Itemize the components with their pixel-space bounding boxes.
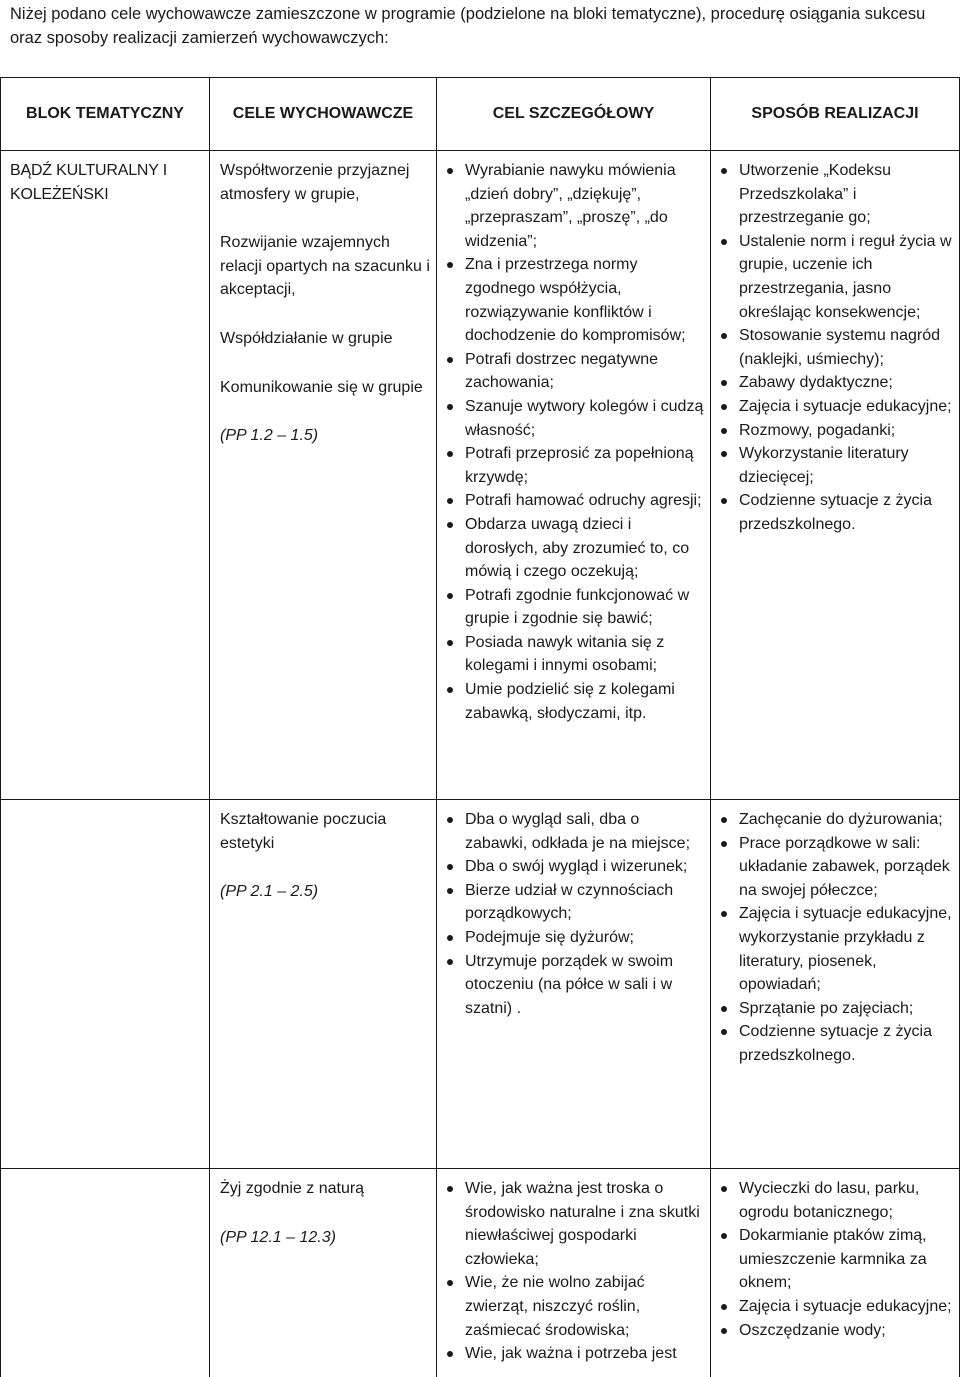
header-goals: CELE WYCHOWAWCZE (210, 78, 437, 151)
list-item: Utworzenie „Kodeksu Przedszkolaka” i przestrzeganie go; (711, 159, 953, 230)
bullet-icon (447, 1186, 453, 1192)
bullet-icon (721, 451, 727, 457)
list-item: Dba o swój wygląd i wizerunek; (437, 855, 704, 879)
bullet-icon (721, 911, 727, 917)
list-item: Prace porządkowe w sali: układanie zabawek, porządek na swojej półeczce; (711, 832, 953, 903)
list-item: Codzienne sytuacje z życia przedszkolnego. (711, 1020, 953, 1067)
list-item: Zajęcia i sytuacje edukacyjne, wykorzystanie przykładu z literatury, piosenek, opowiadań; (711, 902, 953, 996)
bullet-icon (721, 1304, 727, 1310)
details-cell (437, 800, 711, 1169)
bullet-icon (447, 168, 453, 174)
list-item: Bierze udział w czynnościach porządkowych; (437, 879, 704, 926)
list-item: Obdarza uwagą dzieci i dorosłych, aby zrozumieć to, co mówią i czego oczekują; (437, 513, 704, 584)
bullet-icon (721, 1186, 727, 1192)
bullet-icon (447, 687, 453, 693)
list-item: Wyrabianie nawyku mówienia „dzień dobry”, „dziękuję”, „przepraszam”, „proszę”, „do widzenia”; (437, 159, 704, 253)
bullet-icon (447, 1351, 453, 1357)
bullet-icon (447, 959, 453, 965)
list-item: Rozmowy, pogadanki; (711, 419, 953, 443)
list-item: Ustalenie norm i reguł życia w grupie, uczenie ich przestrzegania, jasno określając konsekwencje; (711, 230, 953, 324)
block-cell: BĄDŹ KULTURALNY I KOLEŻEŃSKI (1, 151, 210, 800)
list-item: Podejmuje się dyżurów; (437, 926, 704, 950)
bullet-icon (721, 498, 727, 504)
list-item: Utrzymuje porządek w swoim otoczeniu (na półce w sali i w szatni) . (437, 950, 704, 1021)
bullet-icon (721, 841, 727, 847)
goals-cell (210, 1169, 437, 1377)
header-ways: SPOSÓB REALIZACJI (711, 78, 960, 151)
list-item: Umie podzielić się z kolegami zabawką, słodyczami, itp. (437, 678, 704, 725)
goal-text: Współdziałanie w grupie (220, 327, 430, 351)
intro-text: Niżej podano cele wychowawcze zamieszczone w programie (podzielone na bloki tematyczne), procedurę osiągania sukcesu oraz sposoby realizacji zamierzeń wychowawczych: (10, 2, 955, 50)
curriculum-code: (PP 12.1 – 12.3) (220, 1226, 430, 1250)
list-item: Potrafi przeprosić za popełnioną krzywdę; (437, 442, 704, 489)
bullet-icon (721, 404, 727, 410)
list-item: Wie, że nie wolno zabijać zwierząt, niszczyć roślin, zaśmiecać środowiska; (437, 1271, 704, 1342)
list-item: Szanuje wytwory kolegów i cudzą własność; (437, 395, 704, 442)
bullet-icon (447, 522, 453, 528)
bullet-icon (447, 640, 453, 646)
list-item: Potrafi zgodnie funkcjonować w grupie i zgodnie się bawić; (437, 584, 704, 631)
table-row (1, 1169, 960, 1377)
goal-text: Rozwijanie wzajemnych relacji opartych na szacunku i akceptacji, (220, 231, 430, 302)
details-cell (437, 1169, 711, 1377)
goal-text: Komunikowanie się w grupie (220, 376, 430, 400)
bullet-icon (447, 864, 453, 870)
table-row (1, 800, 960, 1169)
list-item: Posiada nawyk witania się z kolegami i innymi osobami; (437, 631, 704, 678)
bullet-icon (447, 817, 453, 823)
ways-cell (711, 151, 960, 800)
list-item: Sprzątanie po zajęciach; (711, 997, 953, 1021)
ways-cell (711, 1169, 960, 1377)
list-item: Zna i przestrzega normy zgodnego współżycia, rozwiązywanie konfliktów i dochodzenie do kompromisów; (437, 253, 704, 347)
list-item: Dokarmianie ptaków zimą, umieszczenie karmnika za oknem; (711, 1224, 953, 1295)
bullet-icon (447, 262, 453, 268)
list-item: Dba o wygląd sali, dba o zabawki, odkłada je na miejsce; (437, 808, 704, 855)
bullet-icon (447, 451, 453, 457)
block-cell (1, 800, 210, 1169)
goal-text: Współtworzenie przyjaznej atmosfery w grupie, (220, 159, 430, 206)
goals-cell (210, 800, 437, 1169)
curriculum-code: (PP 1.2 – 1.5) (220, 424, 430, 448)
bullet-icon (721, 168, 727, 174)
goal-text: Żyj zgodnie z naturą (220, 1177, 430, 1201)
list-item: Codzienne sytuacje z życia przedszkolnego. (711, 489, 953, 536)
bullet-icon (447, 404, 453, 410)
list-item: Wie, jak ważna jest troska o środowisko naturalne i zna skutki niewłaściwej gospodarki człowieka; (437, 1177, 704, 1271)
list-item: Potrafi hamować odruchy agresji; (437, 489, 704, 513)
list-item: Stosowanie systemu nagród (naklejki, uśmiechy); (711, 324, 953, 371)
goals-cell (210, 151, 437, 800)
list-item: Zabawy dydaktyczne; (711, 371, 953, 395)
bullet-icon (447, 935, 453, 941)
list-item: Wie, jak ważna i potrzeba jest (437, 1342, 704, 1366)
header-block: BLOK TEMATYCZNY (1, 78, 210, 151)
list-item: Oszczędzanie wody; (711, 1319, 953, 1343)
bullet-icon (447, 593, 453, 599)
block-cell (1, 1169, 210, 1377)
ways-cell (711, 800, 960, 1169)
bullet-icon (721, 1233, 727, 1239)
bullet-icon (721, 1328, 727, 1334)
list-item: Zajęcia i sytuacje edukacyjne; (711, 1295, 953, 1319)
list-item: Wykorzystanie literatury dziecięcej; (711, 442, 953, 489)
bullet-icon (447, 498, 453, 504)
bullet-icon (447, 888, 453, 894)
bullet-icon (721, 1006, 727, 1012)
bullet-icon (721, 428, 727, 434)
educational-plan-table (0, 77, 960, 1377)
curriculum-code: (PP 2.1 – 2.5) (220, 880, 430, 904)
bullet-icon (721, 239, 727, 245)
bullet-icon (447, 357, 453, 363)
list-item: Zachęcanie do dyżurowania; (711, 808, 953, 832)
bullet-icon (721, 817, 727, 823)
bullet-icon (721, 1029, 727, 1035)
list-item: Zajęcia i sytuacje edukacyjne; (711, 395, 953, 419)
header-details: CEL SZCZEGÓŁOWY (437, 78, 711, 151)
header-row (1, 78, 960, 151)
bullet-icon (721, 333, 727, 339)
goal-text: Kształtowanie poczucia estetyki (220, 808, 430, 855)
list-item: Potrafi dostrzec negatywne zachowania; (437, 348, 704, 395)
table-row (1, 151, 960, 800)
details-cell (437, 151, 711, 800)
bullet-icon (721, 380, 727, 386)
bullet-icon (447, 1280, 453, 1286)
list-item: Wycieczki do lasu, parku, ogrodu botanicznego; (711, 1177, 953, 1224)
